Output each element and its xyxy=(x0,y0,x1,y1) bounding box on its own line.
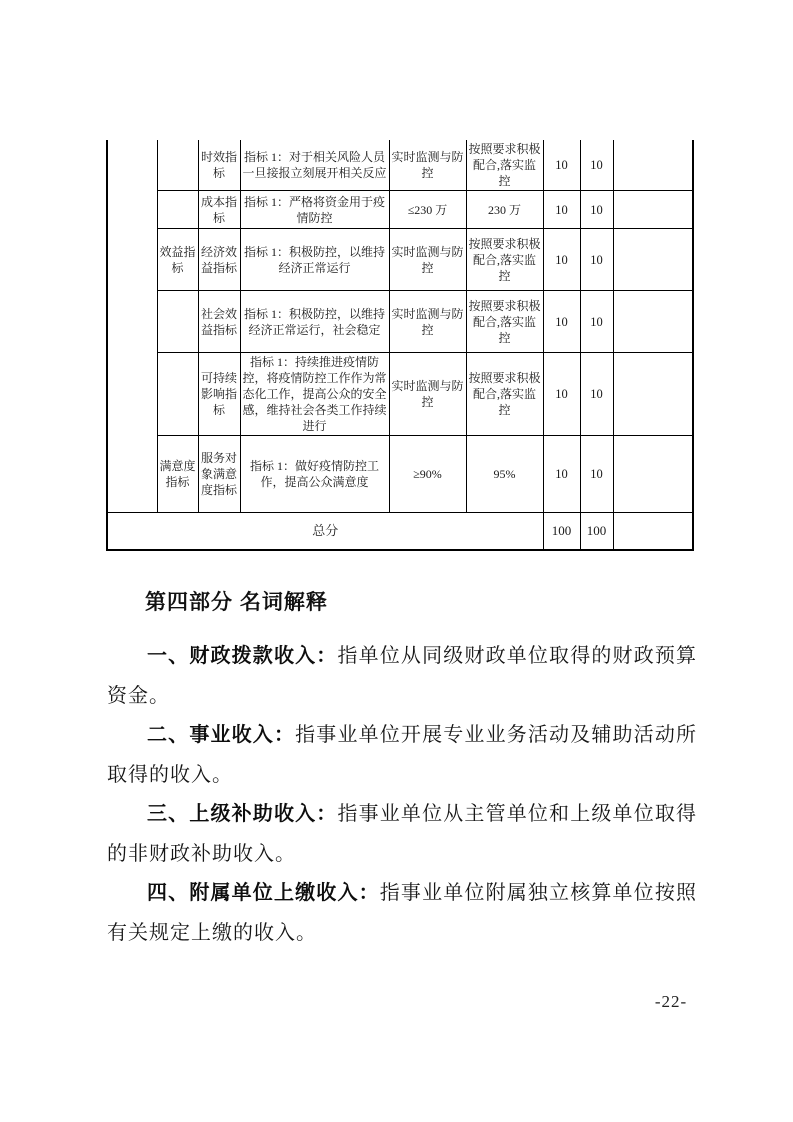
performance-indicator-table xyxy=(106,140,694,551)
glossary-definition: 指事业单位从主管单位和上级单位取得的非财政补助收入。 xyxy=(107,803,698,865)
cell-empty xyxy=(613,191,693,229)
cell-target-value: 实时监测与防控 xyxy=(389,353,466,436)
cell-score: 10 xyxy=(580,140,613,191)
cell-actual-value: 按照要求积极配合,落实监控 xyxy=(466,229,543,291)
cell-subcategory: 服务对象满意度指标 xyxy=(198,436,240,513)
cell-score: 10 xyxy=(543,191,580,229)
cell-target-value: ≤230 万 xyxy=(389,191,466,229)
cell-actual-value: 按照要求积极配合,落实监控 xyxy=(466,140,543,191)
glossary-entry xyxy=(107,795,697,874)
cell-empty xyxy=(613,229,693,291)
glossary-definition: 指单位从同级财政单位取得的财政预算资金。 xyxy=(107,645,698,707)
table-row xyxy=(107,353,693,436)
cell-total-score: 100 xyxy=(580,513,613,550)
cell-empty xyxy=(613,353,693,436)
cell-total-label: 总分 xyxy=(107,513,543,550)
cell-score: 10 xyxy=(543,436,580,513)
glossary-term: 三、上级补助收入： xyxy=(147,803,338,825)
cell-subcategory: 社会效益指标 xyxy=(198,291,240,353)
cell-score: 10 xyxy=(580,436,613,513)
cell-score: 10 xyxy=(543,140,580,191)
glossary-term: 二、事业收入： xyxy=(147,724,296,746)
cell-empty xyxy=(613,140,693,191)
cell-target-value: ≥90% xyxy=(389,436,466,513)
cell-category: 效益指标 xyxy=(157,229,198,291)
cell-empty xyxy=(613,436,693,513)
cell-indicator: 指标 1：持续推进疫情防控，将疫情防控工作作为常态化工作，提高公众的安全感，维持社会各类工作持续进行 xyxy=(240,353,389,436)
cell-indicator: 指标 1：积极防控，以维持经济正常运行，社会稳定 xyxy=(240,291,389,353)
cell-category xyxy=(157,140,198,191)
cell-actual-value: 按照要求积极配合,落实监控 xyxy=(466,291,543,353)
cell-subcategory: 时效指标 xyxy=(198,140,240,191)
cell-indicator: 指标 1：严格将资金用于疫情防控 xyxy=(240,191,389,229)
cell-subcategory: 可持续影响指标 xyxy=(198,353,240,436)
cell-score: 10 xyxy=(580,353,613,436)
table-row xyxy=(107,191,693,229)
cell-score: 10 xyxy=(580,229,613,291)
table-row xyxy=(107,140,693,191)
cell-target-value: 实时监测与防控 xyxy=(389,140,466,191)
cell-score: 10 xyxy=(543,291,580,353)
cell-subcategory: 经济效益指标 xyxy=(198,229,240,291)
glossary-entry xyxy=(107,874,697,953)
cell-target-value: 实时监测与防控 xyxy=(389,229,466,291)
glossary-term: 一、财政拨款收入： xyxy=(147,645,338,667)
cell-score: 10 xyxy=(580,191,613,229)
glossary-entry xyxy=(107,637,697,716)
table-row xyxy=(107,436,693,513)
cell-actual-value: 230 万 xyxy=(466,191,543,229)
glossary-definition: 指事业单位开展专业业务活动及辅助活动所取得的收入。 xyxy=(107,724,698,786)
cell-total-score: 100 xyxy=(543,513,580,550)
cell-score: 10 xyxy=(543,353,580,436)
cell-empty xyxy=(613,513,693,550)
cell-indicator: 指标 1：积极防控，以维持经济正常运行 xyxy=(240,229,389,291)
table-row xyxy=(107,291,693,353)
cell-score: 10 xyxy=(543,229,580,291)
cell-category xyxy=(157,353,198,436)
cell-target-value: 实时监测与防控 xyxy=(389,291,466,353)
glossary-entry xyxy=(107,716,697,795)
cell-category xyxy=(157,291,198,353)
table-total-row xyxy=(107,513,693,550)
glossary-definition: 指事业单位附属独立核算单位按照有关规定上缴的收入。 xyxy=(107,882,698,944)
section-heading: 第四部分 名词解释 xyxy=(145,591,328,614)
cell-indicator: 指标 1：对于相关风险人员一旦接报立刻展开相关反应 xyxy=(240,140,389,191)
glossary-term: 四、附属单位上缴收入： xyxy=(147,882,380,904)
cell-continuation-empty xyxy=(107,140,157,513)
glossary-section xyxy=(107,590,697,953)
table-row xyxy=(107,229,693,291)
cell-actual-value: 95% xyxy=(466,436,543,513)
cell-subcategory: 成本指标 xyxy=(198,191,240,229)
cell-category: 满意度指标 xyxy=(157,436,198,513)
cell-empty xyxy=(613,291,693,353)
cell-indicator: 指标 1：做好疫情防控工作，提高公众满意度 xyxy=(240,436,389,513)
cell-category xyxy=(157,191,198,229)
cell-actual-value: 按照要求积极配合,落实监控 xyxy=(466,353,543,436)
page-number: -22- xyxy=(654,992,688,1011)
cell-score: 10 xyxy=(580,291,613,353)
